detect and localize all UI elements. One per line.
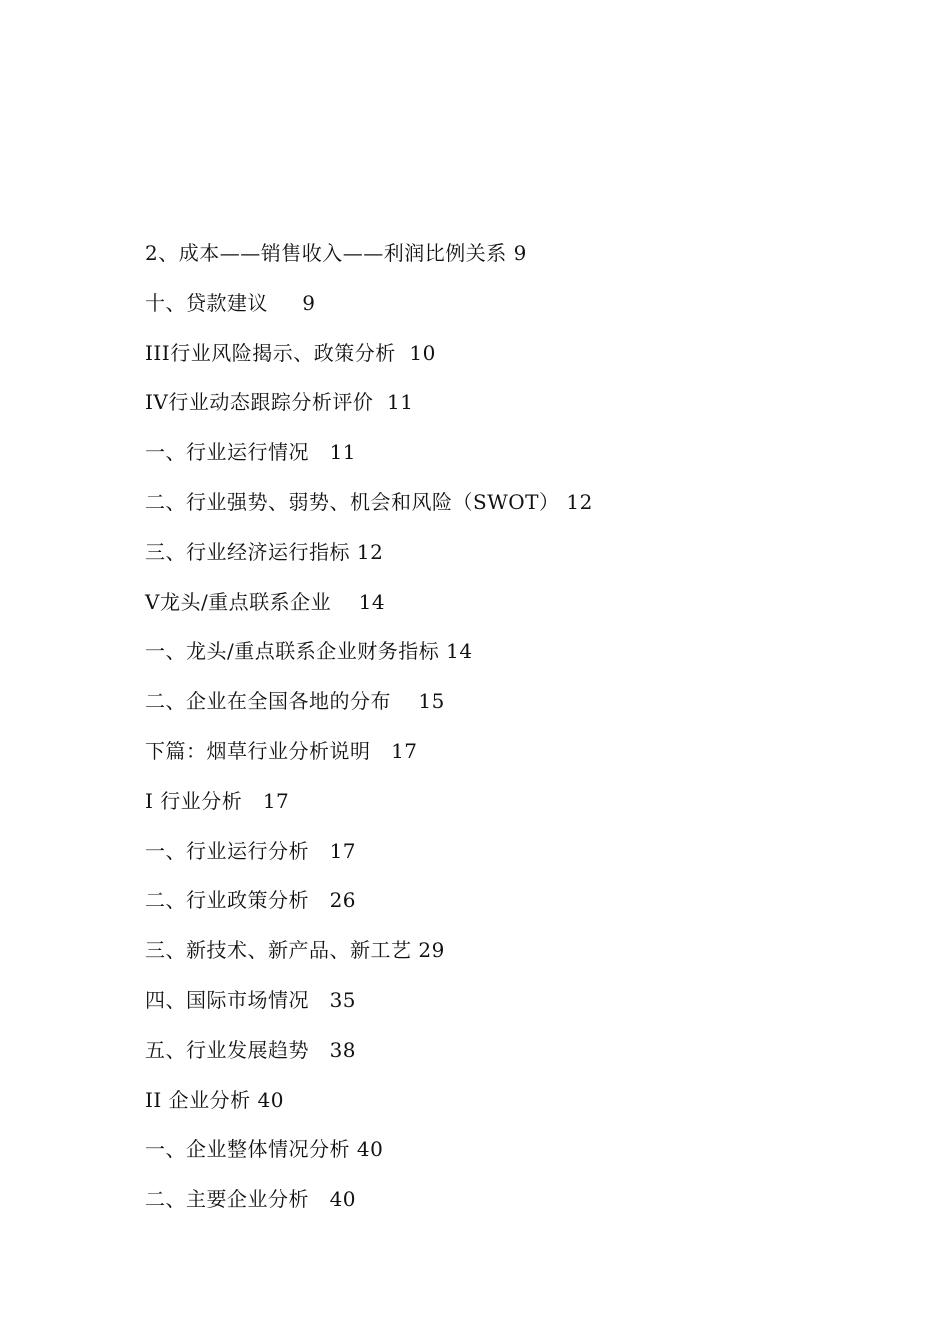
table-of-contents [145, 236, 865, 1232]
toc-entry: III行业风险揭示、政策分析 10 [145, 340, 436, 365]
toc-entry: 三、行业经济运行指标 12 [145, 539, 384, 564]
toc-entry: 下篇：烟草行业分析说明 17 [145, 738, 418, 763]
toc-entry: 四、国际市场情况 35 [145, 987, 357, 1012]
toc-entry: V龙头/重点联系企业 14 [145, 589, 386, 614]
toc-entry: 二、企业在全国各地的分布 15 [145, 689, 445, 714]
toc-entry: 一、行业运行分析 17 [145, 838, 357, 863]
toc-entry: 十、贷款建议 9 [145, 290, 316, 315]
toc-entry: I 行业分析 17 [145, 788, 290, 813]
toc-entry: 一、企业整体情况分析 40 [145, 1137, 384, 1162]
toc-entry: 二、行业强势、弱势、机会和风险（SWOT） 12 [145, 489, 593, 514]
toc-entry: 2、成本——销售收入——利润比例关系 9 [145, 241, 527, 265]
toc-entry: 五、行业发展趋势 38 [145, 1037, 357, 1062]
toc-entry: 二、行业政策分析 26 [145, 888, 357, 913]
toc-entry: 一、龙头/重点联系企业财务指标 14 [145, 639, 473, 664]
toc-entry: 二、主要企业分析 40 [145, 1187, 357, 1212]
toc-entry: IV行业动态跟踪分析评价 11 [145, 390, 414, 415]
toc-entry: 三、新技术、新产品、新工艺 29 [145, 938, 445, 963]
toc-entry: 一、行业运行情况 11 [145, 440, 357, 465]
toc-entry: II 企业分析 40 [145, 1087, 284, 1112]
